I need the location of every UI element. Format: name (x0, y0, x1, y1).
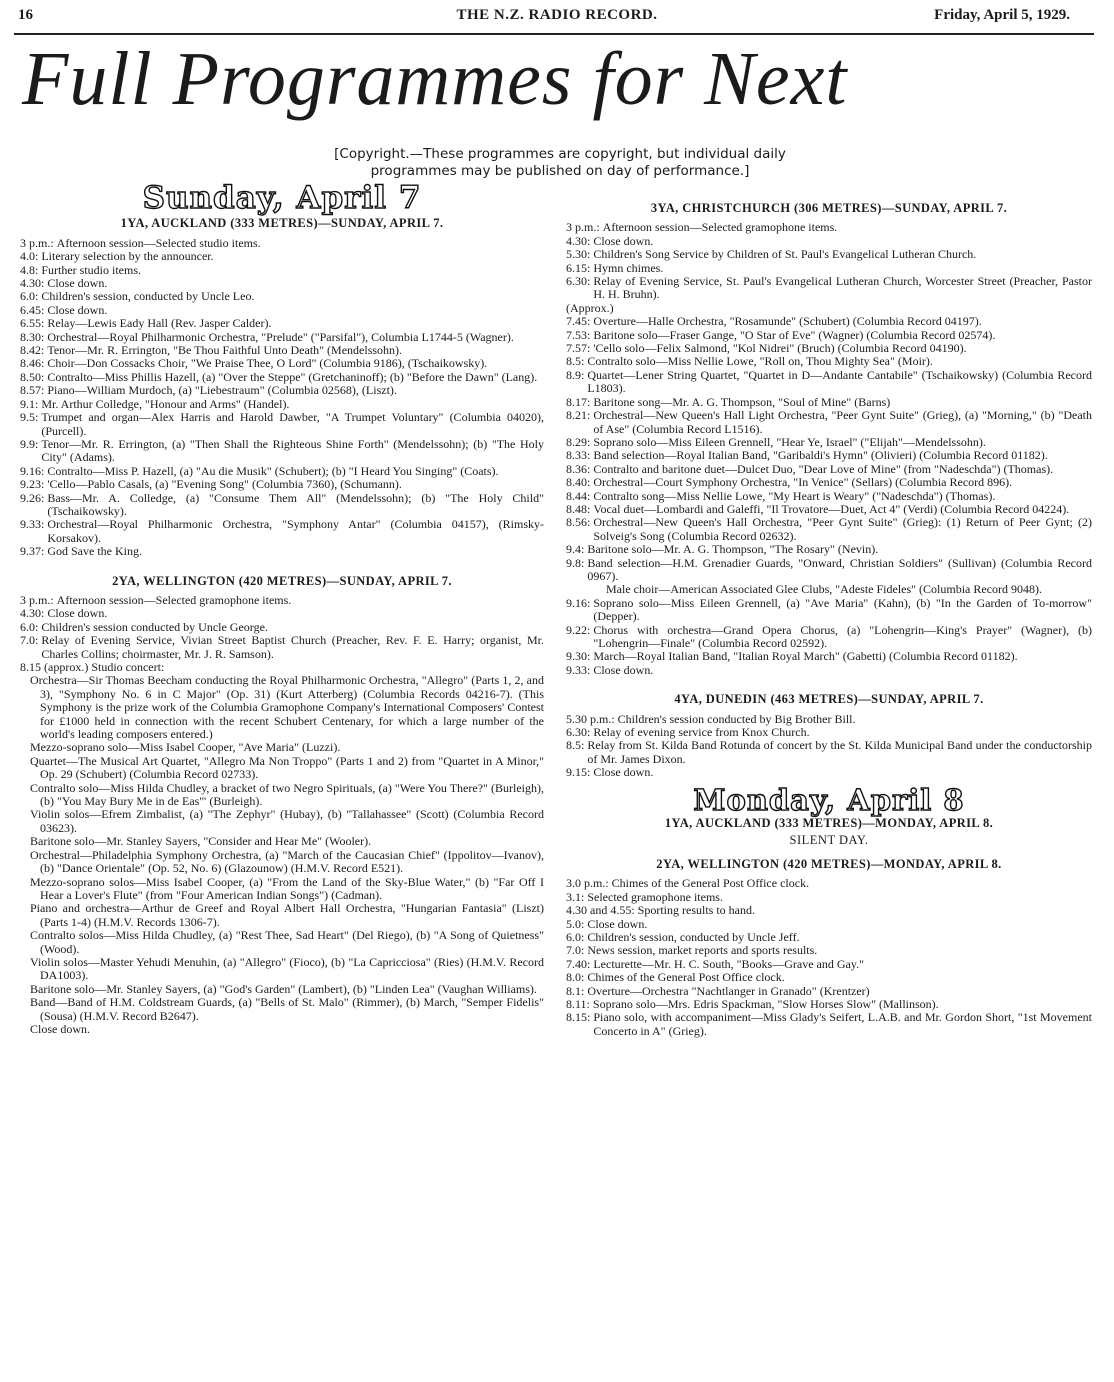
programme-list-4ya-sunday (566, 713, 1092, 780)
programme-item (20, 371, 544, 384)
programme-time: 3 p.m.: (20, 235, 57, 250)
programme-item (20, 411, 544, 438)
programme-text: Selected gramophone items. (587, 889, 723, 904)
programme-time: 8.40: (566, 475, 594, 490)
programme-text: Children's Song Service by Children of St. Paul's Evangelical Lutheran Church. (593, 247, 977, 262)
programme-item (566, 998, 1092, 1011)
programme-item (20, 594, 544, 607)
programme-time: 6.0: (566, 929, 588, 944)
concert-item: Quartet—The Musical Art Quartet, "Allegro Ma Non Troppo" (Parts 1 and 2) from "Quartet in A Minor," Op. 29 (Schubert) (Columbia Record 02733). (30, 753, 544, 782)
programme-text: Orchestral—New Queen's Hall Light Orchestra, "Peer Gynt Suite" (Grieg), (a) "Morning," (b) "Death of Ase" (Columbia Record L1516). (593, 408, 1092, 436)
programme-time: 9.16: (566, 595, 594, 610)
programme-text: Piano—William Murdoch, (a) "Liebestraum" (Columbia 02568), (Liszt). (47, 383, 397, 398)
programme-item (20, 331, 544, 344)
programme-text: Relay of Evening Service, St. Paul's Evangelical Lutheran Church, Worcester Street (Preacher, Pastor H. H. Bruhn). (593, 274, 1092, 302)
programme-text: Afternoon session—Selected studio items. (56, 235, 261, 250)
concert-item: Violin solos—Efrem Zimbalist, (a) "The Zephyr" (Hubay), (b) "Tallahassee" (Scott) (Columbia Record 03623). (30, 807, 544, 835)
issue-date: Friday, April 5, 1929. (934, 7, 1070, 23)
programme-time: 8.17: (566, 394, 594, 409)
programme-time: 9.37: (20, 544, 48, 559)
programme-time: 8.11: (566, 996, 593, 1011)
programme-time: 4.30: (20, 606, 48, 621)
programme-text: Baritone song—Mr. A. G. Thompson, "Soul of Mine" (Barns) (593, 394, 891, 409)
programme-text: Baritone solo—Fraser Gange, "O Star of Eve" (Wagner) (Columbia Record 02574). (593, 327, 996, 342)
programme-text: Vocal duet—Lombardi and Galeffi, "Il Trovatore—Duet, Act 4" (Verdi) (Columbia Record 04224). (593, 501, 1070, 516)
programme-time: 8.30: (20, 329, 48, 344)
header-rule (14, 33, 1094, 35)
programme-text: Contralto and baritone duet—Dulcet Duo, "Dear Love of Mine" (from "Nadeschda") (Thomas). (593, 461, 1054, 476)
copyright-notice: [Copyright.—These programmes are copyright, but individual daily programmes may be published on day of performance.] (334, 146, 786, 179)
programme-item (566, 904, 1092, 917)
page-banner: Full Programmes for Next (22, 37, 848, 121)
programme-item (20, 277, 544, 290)
programme-item (566, 739, 1092, 766)
programme-time: 3 p.m.: (566, 220, 603, 235)
programme-time: 3 p.m.: (20, 592, 57, 607)
programme-text: Chorus with orchestra—Grand Opera Chorus, (a) "Lohengrin—King's Prayer" (Wagner), (b) "Lohengrin—Finale" (Columbia Record 02592). (593, 622, 1092, 650)
programme-item (566, 329, 1092, 342)
programme-item (566, 985, 1092, 998)
programme-time: 4.8: (20, 262, 42, 277)
station-heading-1ya-monday: 1YA, AUCKLAND (333 METRES)—MONDAY, APRIL 8. (664, 816, 994, 831)
programme-text: Lecturette—Mr. H. C. South, "Books—Grave and Gay." (593, 956, 864, 971)
programme-item (566, 971, 1092, 984)
programme-text: Piano solo, with accompaniment—Miss Glady's Seifert, L.A.B. and Mr. Gordon Short, "1st Movement Concerto in A" (Grieg). (593, 1010, 1092, 1038)
programme-text: Tenor—Mr. R. Errington, (a) "Then Shall the Righteous Shine Forth" (Mendelssohn); (b) "The Holy City" (Adams). (41, 436, 544, 465)
station-heading-4ya-sunday: 4YA, DUNEDIN (463 METRES)—SUNDAY, APRIL 7. (674, 692, 984, 707)
programme-item (566, 650, 1092, 663)
programme-text: Relay from St. Kilda Band Rotunda of concert by the St. Kilda Municipal Band under the conductorship of Mr. James Dixon. (587, 738, 1092, 766)
programme-item (566, 369, 1092, 396)
programme-text: Close down. (47, 302, 108, 317)
programme-text: Choir—Don Cossacks Choir, "We Praise Thee, O Lord" (Columbia 9186), (Tschaikowsky). (47, 356, 488, 371)
programme-item (566, 516, 1092, 543)
programme-item (20, 290, 544, 303)
programme-text: Hymn chimes. (593, 260, 664, 275)
programme-item (566, 958, 1092, 971)
programme-item (566, 766, 1092, 779)
programme-list-2ya-sunday (20, 594, 544, 674)
programme-item (566, 583, 1092, 596)
concert-item: Close down. (30, 1021, 90, 1036)
programme-time: 6.30: (566, 725, 594, 740)
programme-item (20, 250, 544, 263)
programme-text: Contralto—Miss P. Hazell, (a) "Au die Musik" (Schubert); (b) "I Heard You Singing" (Coats). (47, 463, 499, 478)
programme-item (20, 384, 544, 397)
programme-item (20, 344, 544, 357)
programme-item (20, 518, 544, 545)
publication-title: THE N.Z. RADIO RECORD. (456, 7, 658, 23)
programme-time: 9.23: (20, 477, 48, 492)
programme-time: 9.16: (20, 463, 48, 478)
programme-time: 9.30: (566, 649, 594, 664)
programme-text: News session, market reports and sports results. (587, 943, 818, 958)
programme-time: 9.15: (566, 765, 594, 780)
programme-item (20, 264, 544, 277)
programme-text: Contralto—Miss Phillis Hazell, (a) "Over the Steppe" (Gretchaninoff); (b) "Before the Dawn" (Lang). (47, 369, 538, 384)
programme-item (566, 355, 1092, 368)
station-heading-2ya-sunday: 2YA, WELLINGTON (420 METRES)—SUNDAY, APRIL 7. (112, 573, 452, 588)
programme-text: 'Cello solo—Felix Salmond, "Kol Nidrei" (Bruch) (Columbia Record 04190). (593, 341, 967, 356)
programme-item (20, 438, 544, 465)
programme-item (20, 478, 544, 491)
programme-item (20, 621, 544, 634)
programme-time: 5.30: (566, 247, 594, 262)
concert-item: Baritone solo—Mr. Stanley Sayers, "Consider and Hear Me" (Wooler). (30, 834, 372, 849)
programme-time: 7.0: (566, 943, 588, 958)
programme-time: 9.1: (20, 396, 42, 411)
concert-item: Band—Band of H.M. Coldstream Guards, (a) "Bells of St. Malo" (Rimmer), (b) March, "Semper Fidelis" (Sousa) (H.M.V. Record B2647). (30, 995, 544, 1023)
programme-item (566, 664, 1092, 677)
programme-time: 8.21: (566, 408, 594, 423)
programme-time: 4.30: (20, 276, 48, 291)
programme-text: Children's session conducted by Big Brother Bill. (617, 711, 856, 726)
programme-item (566, 877, 1092, 890)
programme-text: Contralto song—Miss Nellie Lowe, "My Heart is Weary" ("Nadeschda") (Thomas). (593, 488, 996, 503)
programme-text: Overture—Orchestra "Nachtlanger in Granado" (Krentzer) (587, 983, 870, 998)
programme-text: Further studio items. (41, 262, 142, 277)
programme-time: 7.40: (566, 956, 594, 971)
programme-text (617, 302, 1092, 315)
programme-item (20, 237, 544, 250)
programme-text: Mr. Arthur Colledge, "Honour and Arms" (Handel). (41, 396, 290, 411)
programme-item (566, 275, 1092, 302)
page-header (0, 0, 1114, 34)
programme-text: Relay of Evening Service, Vivian Street Baptist Church (Preacher, Rev. F. E. Harry; organist, Mr. Charles Collins; choirmaster, Mr. J. R. Samson). (41, 633, 544, 661)
programme-item (20, 634, 544, 661)
programme-time: 6.30: (566, 274, 594, 289)
programme-item (566, 396, 1092, 409)
programme-text: Soprano solo—Miss Eileen Grennell, "Hear Ye, Israel" ("Elijah"—Mendelssohn). (593, 434, 986, 449)
programme-time: 7.53: (566, 327, 594, 342)
programme-item (20, 545, 544, 558)
programme-time: 5.30 p.m.: (566, 711, 618, 726)
concert-item: Piano and orchestra—Arthur de Greef and Royal Albert Hall Orchestra, "Hungarian Fantasia" (Liszt) (Parts 1-4) (H.M.V. Records 1306-7). (30, 901, 544, 929)
programme-item (566, 597, 1092, 624)
programme-text: Chimes of the General Post Office clock. (587, 970, 785, 985)
programme-time: 4.0: (20, 249, 42, 264)
programme-item (566, 235, 1092, 248)
programme-text: Orchestral—Court Symphony Orchestra, "In Venice" (Sellars) (Columbia Record 896). (593, 475, 1013, 490)
programme-text: Male choir—American Associated Glee Clubs, "Adeste Fideles" (Columbia Record 9048). (606, 582, 1043, 597)
programme-item (20, 398, 544, 411)
programme-time: 8.0: (566, 970, 588, 985)
programme-text: Sporting results to hand. (637, 903, 755, 918)
programme-item (566, 436, 1092, 449)
programme-time: 8.29: (566, 434, 594, 449)
programme-list-1ya-sunday (20, 237, 544, 559)
programme-time: 8.36: (566, 461, 594, 476)
programme-item (566, 713, 1092, 726)
programme-time: 9.33: (566, 662, 594, 677)
programme-time: 6.55: (20, 316, 48, 331)
programme-text: God Save the King. (47, 544, 142, 559)
programme-list-3ya-sunday (566, 221, 1092, 677)
programme-item (566, 449, 1092, 462)
programme-text: Literary selection by the announcer. (41, 249, 214, 264)
programme-item (566, 262, 1092, 275)
programme-time: 4.30: (566, 233, 594, 248)
programme-time: 9.26: (20, 490, 48, 505)
concert-item: Orchestral—Philadelphia Symphony Orchestra, (a) "March of the Caucasian Chief" (Ippolitov—Ivanov), (b) "Dance Orientale" (Op. 52, No. 6) (Glazounow) (H.M.V. Record E521). (30, 847, 544, 876)
concert-item: Mezzo-soprano solos—Miss Isabel Cooper, (a) "From the Land of the Sky-Blue Water," (b) "Far Off I Hear a Lover's Flute" (from "Four American Indian Songs") (Cadman). (30, 874, 544, 902)
programme-time: 5.0: (566, 916, 588, 931)
programme-time: 9.33: (20, 517, 48, 532)
programme-text: Close down. (593, 233, 654, 248)
studio-concert-list (20, 674, 544, 1036)
right-column (566, 190, 1092, 1038)
programme-text: Overture—Halle Orchestra, "Rosamunde" (Schubert) (Columbia Record 04197). (593, 314, 982, 329)
programme-time: 8.15 (20, 660, 44, 674)
programme-text: Children's session, conducted by Uncle Leo. (41, 289, 255, 304)
programme-time: 9.5: (20, 410, 42, 425)
programme-item (20, 357, 544, 370)
programme-item (566, 503, 1092, 516)
programme-time: (Approx.) (566, 300, 617, 315)
programme-item (20, 661, 544, 674)
programme-text: Trumpet and organ—Alex Harris and Harold Dawber, "A Trumpet Voluntary" (Columbia 04020), (Purcell). (41, 410, 544, 438)
programme-item (566, 490, 1092, 503)
programme-text: Chimes of the General Post Office clock. (611, 876, 810, 891)
programme-item (20, 317, 544, 330)
programme-item (566, 409, 1092, 436)
programme-text: Contralto solo—Miss Nellie Lowe, "Roll on, Thou Mighty Sea" (Moir). (587, 354, 933, 369)
programme-text: Soprano solo—Miss Eileen Grennell, (a) "Ave Maria" (Kahn), (b) "In the Garden of To-morrow" (Depper). (593, 595, 1092, 624)
concert-item: Contralto solos—Miss Hilda Chudley, (a) "Rest Thee, Sad Heart" (Del Riego), (b) "A Song of Quietness" (Wood). (30, 928, 544, 956)
concert-item: Contralto solo—Miss Hilda Chudley, a bracket of two Negro Spirituals, (a) "Were You There?" (Burleigh), (b) "You May Bury Me in de Eas'" (Burleigh). (30, 780, 544, 809)
programme-time: 8.46: (20, 356, 48, 371)
programme-time: 3.1: (566, 889, 588, 904)
programme-time: 7.57: (566, 341, 594, 356)
programme-text: Orchestral—Royal Philharmonic Orchestra, "Symphony Antar" (Columbia 04157), (Rimsky-Korsakov). (47, 517, 544, 545)
programme-item (20, 607, 544, 620)
programme-text: (approx.) Studio concert: (44, 660, 165, 674)
programme-time: 9.8: (566, 555, 588, 570)
programme-item (566, 726, 1092, 739)
programme-item (566, 302, 1092, 315)
page-number: 16 (18, 7, 33, 23)
programme-item (566, 891, 1092, 904)
programme-text: Afternoon session—Selected gramophone items. (602, 220, 838, 235)
programme-text: Soprano solo—Mrs. Edris Spackman, "Slow Horses Slow" (Mallinson). (592, 996, 939, 1011)
programme-text: Orchestral—Royal Philharmonic Orchestra, "Prelude" ("Parsifal"), Columbia L1744-5 (Wagner). (47, 329, 514, 344)
programme-time: 8.5: (566, 354, 588, 369)
silent-day-note: SILENT DAY. (789, 833, 869, 848)
programme-time: 6.45: (20, 302, 48, 317)
programme-item (566, 624, 1092, 651)
programme-item (566, 944, 1092, 957)
programme-time: 8.44: (566, 488, 594, 503)
programme-text: Tenor—Mr. R. Errington, "Be Thou Faithful Unto Death" (Mendelssohn). (47, 343, 403, 358)
programme-time: 8.48: (566, 501, 594, 516)
programme-text: Relay of evening service from Knox Church. (593, 725, 810, 740)
programme-text: Children's session conducted by Uncle George. (41, 619, 268, 634)
left-column (20, 180, 544, 1036)
programme-time: 9.9: (20, 436, 42, 451)
programme-text: Close down. (587, 916, 648, 931)
programme-time: 7.45: (566, 314, 594, 329)
programme-time: 9.22: (566, 622, 594, 637)
station-heading-1ya-sunday: 1YA, AUCKLAND (333 METRES)—SUNDAY, APRIL 7. (120, 216, 444, 231)
programme-item (566, 557, 1092, 584)
programme-text: Close down. (47, 606, 108, 621)
programme-item (20, 304, 544, 317)
concert-item: Baritone solo—Mr. Stanley Sayers, (a) "God's Garden" (Lambert), (b) "Linden Lea" (Vaughan Williams). (30, 981, 537, 996)
station-heading-2ya-monday: 2YA, WELLINGTON (420 METRES)—MONDAY, APRIL 8. (656, 856, 1002, 871)
programme-time: 8.57: (20, 383, 48, 398)
station-heading-3ya-sunday: 3YA, CHRISTCHURCH (306 METRES)—SUNDAY, APRIL 7. (650, 201, 1008, 215)
programme-time: 9.4: (566, 542, 588, 557)
concert-item: Orchestra—Sir Thomas Beecham conducting the Royal Philharmonic Orchestra, "Allegro" (Parts 1, 2, and 3), "Symphony No. 6 in C Major" (Op. 31) (Kurt Atterberg) (Columbia Records 04216-7). (This Symphony is the prize work of the Columbia Gramophone Company's International Composers' Contest for £1000 held in connection with the recent Schubert Centenary, for which a large number of the world's leading composers entered.) (30, 673, 544, 742)
programme-time: 8.56: (566, 515, 594, 530)
programme-text: Close down. (47, 276, 108, 291)
programme-time: 8.5: (566, 738, 588, 753)
programme-time: 4.30 and 4.55: (566, 903, 638, 918)
day-heading-monday: Monday, April 8 (693, 782, 965, 817)
programme-text: Relay—Lewis Eady Hall (Rev. Jasper Calder). (47, 316, 272, 331)
programme-text: Children's session, conducted by Uncle Jeff. (587, 929, 800, 944)
programme-time: 6.0: (20, 289, 42, 304)
programme-time: 3.0 p.m.: (566, 876, 612, 891)
programme-text: March—Royal Italian Band, "Italian Royal March" (Gabetti) (Columbia Record 01182). (593, 649, 1018, 664)
programme-text: Close down. (593, 765, 654, 780)
programme-text: Afternoon session—Selected gramophone items. (56, 592, 292, 607)
day-heading-sunday: Sunday, April 7 (142, 180, 422, 216)
programme-text: Bass—Mr. A. Colledge, (a) "Consume Them All" (Mendelssohn); (b) "The Holy Child" (Tschaikowsky). (47, 490, 544, 518)
programme-time: 8.1: (566, 983, 588, 998)
programme-text: Band selection—Royal Italian Band, "Garibaldi's Hymn" (Olivieri) (Columbia Record 01182). (593, 448, 1048, 463)
programme-item (566, 918, 1092, 931)
programme-time: 7.0: (20, 633, 42, 648)
programme-list-2ya-monday (566, 877, 1092, 1038)
programme-time: 8.15: (566, 1010, 594, 1025)
programme-item (566, 248, 1092, 261)
programme-time: 6.0: (20, 619, 42, 634)
programme-text: Baritone solo—Mr. A. G. Thompson, "The Rosary" (Nevin). (587, 542, 879, 557)
programme-time: 8.50: (20, 369, 48, 384)
programme-item (566, 221, 1092, 234)
programme-text: Band selection—H.M. Grenadier Guards, "Onward, Christian Soldiers" (Sullivan) (Columbia Record 0967). (587, 555, 1092, 583)
programme-item (566, 342, 1092, 355)
programme-text: Close down. (593, 662, 654, 677)
programme-item (566, 1011, 1092, 1038)
programme-text: 'Cello—Pablo Casals, (a) "Evening Song" (Columbia 7360), (Schumann). (47, 477, 402, 492)
programme-time: 6.15: (566, 260, 594, 275)
concert-item: Mezzo-soprano solo—Miss Isabel Cooper, "Ave Maria" (Luzzi). (30, 740, 341, 755)
programme-item (566, 476, 1092, 489)
programme-item (566, 463, 1092, 476)
programme-item (566, 931, 1092, 944)
programme-time: 8.33: (566, 448, 594, 463)
programme-item (566, 543, 1092, 556)
programme-time: 8.9: (566, 367, 588, 382)
programme-time: 8.42: (20, 343, 48, 358)
concert-item: Violin solos—Master Yehudi Menuhin, (a) "Allegro" (Fioco), (b) "La Capricciosa" (Ries) (H.M.V. Record DA1003). (30, 954, 544, 983)
programme-item (20, 492, 544, 519)
programme-item (20, 465, 544, 478)
programme-text: Quartet—Lener String Quartet, "Quartet in D—Andante Cantabile" (Tschaikowsky) (Columbia Record L1803). (587, 367, 1092, 396)
programme-text: Orchestral—New Queen's Hall Orchestra, "Peer Gynt Suite" (Grieg): (1) Return of Peer Gynt; (2) Solveig's Song (Columbia Record 02632). (593, 515, 1092, 543)
programme-item (566, 315, 1092, 328)
